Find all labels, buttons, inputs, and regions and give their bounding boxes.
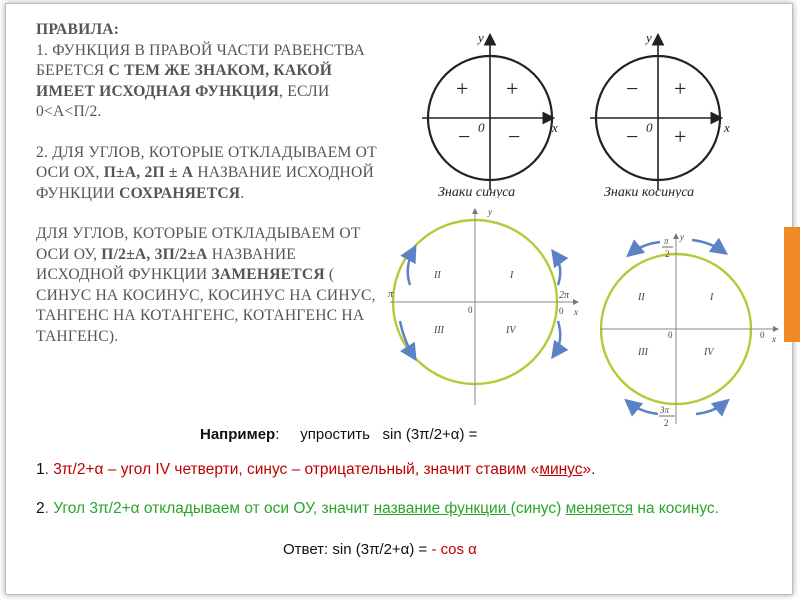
rule3-text-2: НАЗВАНИЕ ИСХОДНОЙ ФУНКЦИИ: [36, 245, 297, 283]
sine-x-label: x: [552, 120, 558, 135]
left-quadrant-2: II: [434, 270, 441, 281]
rules-text: [36, 20, 386, 367]
answer-prefix: Ответ: sin (3π/2+α) =: [283, 541, 432, 558]
right-zero-label: 0: [760, 330, 765, 340]
step2-text: . Угол 3π/2+α откладываем от оси ОУ, значит: [44, 500, 374, 517]
right-x-label: x: [772, 334, 776, 344]
left-pi-label: π: [388, 289, 394, 300]
example-label: Например: [200, 426, 276, 443]
rule1-condition: , ЕСЛИ 0<A<П/2.: [36, 82, 330, 120]
step1-number: 1: [36, 461, 45, 478]
sine-sign-q2: +: [456, 76, 469, 101]
left-quadrant-4: IV: [506, 325, 516, 336]
rule1-text: 1. ФУНКЦИЯ В ПРАВОЙ ЧАСТИ РАВЕНСТВА БЕРЕТСЯ: [36, 41, 366, 79]
right-top-numerator: π: [664, 236, 669, 246]
rule3-angles: П/2±А, 3П/2±А: [101, 245, 208, 263]
right-origin-label: 0: [668, 330, 673, 340]
cosine-sign-q3: −: [626, 124, 639, 149]
right-arrow-top-left: [630, 242, 660, 254]
cosine-sign-q1: +: [674, 76, 687, 101]
right-arrow-top-right: [692, 240, 724, 252]
left-y-label: y: [488, 207, 492, 217]
example-colon: :: [275, 426, 280, 443]
answer-value: - cos α: [431, 541, 477, 558]
right-bottom-denominator: 2: [664, 418, 669, 428]
rule2-text-2: НАЗВАНИЕ ИСХОДНОЙ ФУНКЦИИ: [36, 164, 374, 202]
circle-x-axis-angles: [388, 205, 588, 410]
rule3-text-3: ( СИНУС НА КОСИНУС, КОСИНУС НА СИНУС, ТАНГЕНС НА КОТАНГЕНС, КОТАНГЕНС НА ТАНГЕНС).: [36, 266, 376, 345]
rule1-bold: С ТЕМ ЖЕ ЗНАКОМ, КАКОЙ ИМЕЕТ ИСХОДНАЯ ФУНКЦИЯ: [36, 62, 333, 100]
rule3-bold: ЗАМЕНЯЕТСЯ: [211, 266, 325, 283]
right-top-denominator: 2: [665, 249, 670, 259]
solution-step-2: [36, 498, 766, 519]
left-arrow-lower-right: [554, 321, 560, 355]
cosine-sign-q2: −: [626, 76, 639, 101]
step1-text: . 3π/2+α – угол IV четверти, синус – отрицательный, значит ставим «: [44, 461, 540, 478]
right-bottom-numerator: 3π: [660, 405, 670, 415]
cosine-x-label: x: [724, 120, 730, 135]
left-x-label: x: [574, 307, 578, 317]
step2-function-name: название функции: [373, 500, 511, 517]
cosine-caption: Знаки косинуса: [604, 185, 695, 198]
cosine-y-label: y: [646, 30, 652, 45]
step2-sine: (синус): [510, 500, 566, 517]
solution-step-1: [36, 461, 595, 479]
sine-sign-q4: −: [508, 124, 521, 149]
left-quadrant-3: III: [434, 325, 444, 336]
step2-end: на косинус.: [633, 500, 719, 517]
step2-changes: меняется: [565, 500, 634, 517]
rules-title: ПРАВИЛА:: [36, 21, 120, 38]
sine-caption: Знаки синуса: [438, 185, 516, 198]
right-arrow-bottom-left: [628, 402, 658, 414]
right-quadrant-3: III: [638, 347, 648, 358]
sine-y-label: y: [478, 30, 484, 45]
rule3-text: ДЛЯ УГЛОВ, КОТОРЫЕ ОТКЛАДЫВАЕМ ОТ ОСИ ОУ,: [36, 225, 361, 263]
sine-origin-label: 0: [478, 120, 485, 135]
cosine-sign-q4: +: [674, 124, 687, 149]
left-origin-label: 0: [468, 305, 473, 315]
step1-minus: минус: [539, 461, 583, 478]
sine-sign-q3: −: [458, 124, 471, 149]
cosine-origin-label: 0: [646, 120, 653, 135]
left-quadrant-1: I: [510, 270, 514, 281]
left-2pi-label: 2π: [559, 290, 570, 301]
example-line: [200, 426, 477, 443]
right-arrow-bottom-right: [696, 402, 726, 414]
left-zero-label: 0: [559, 306, 564, 316]
right-quadrant-2: II: [638, 292, 645, 303]
rule2-angles: П±А, 2П ± А: [103, 164, 194, 181]
rule2-bold: СОХРАНЯЕТСЯ: [119, 184, 241, 202]
sine-signs-diagram: [420, 28, 570, 198]
answer-line: [283, 541, 477, 558]
example-task: упростить sin (3π/2+α) =: [300, 426, 478, 443]
right-quadrant-4: IV: [704, 347, 714, 358]
three-pi-half-label: [655, 404, 685, 432]
rule2-dot: .: [240, 184, 245, 202]
circle-y-axis-angles: [600, 228, 790, 428]
right-y-label: y: [680, 232, 684, 242]
step2-number: 2: [36, 500, 45, 517]
step1-end: ».: [582, 461, 596, 478]
right-quadrant-1: I: [710, 292, 714, 303]
rule2-text: 2. ДЛЯ УГЛОВ, КОТОРЫЕ ОТКЛАДЫВАЕМ ОТ ОСИ ОХ,: [36, 143, 377, 181]
cosine-signs-diagram: [590, 28, 750, 198]
sine-sign-q1: +: [506, 76, 519, 101]
